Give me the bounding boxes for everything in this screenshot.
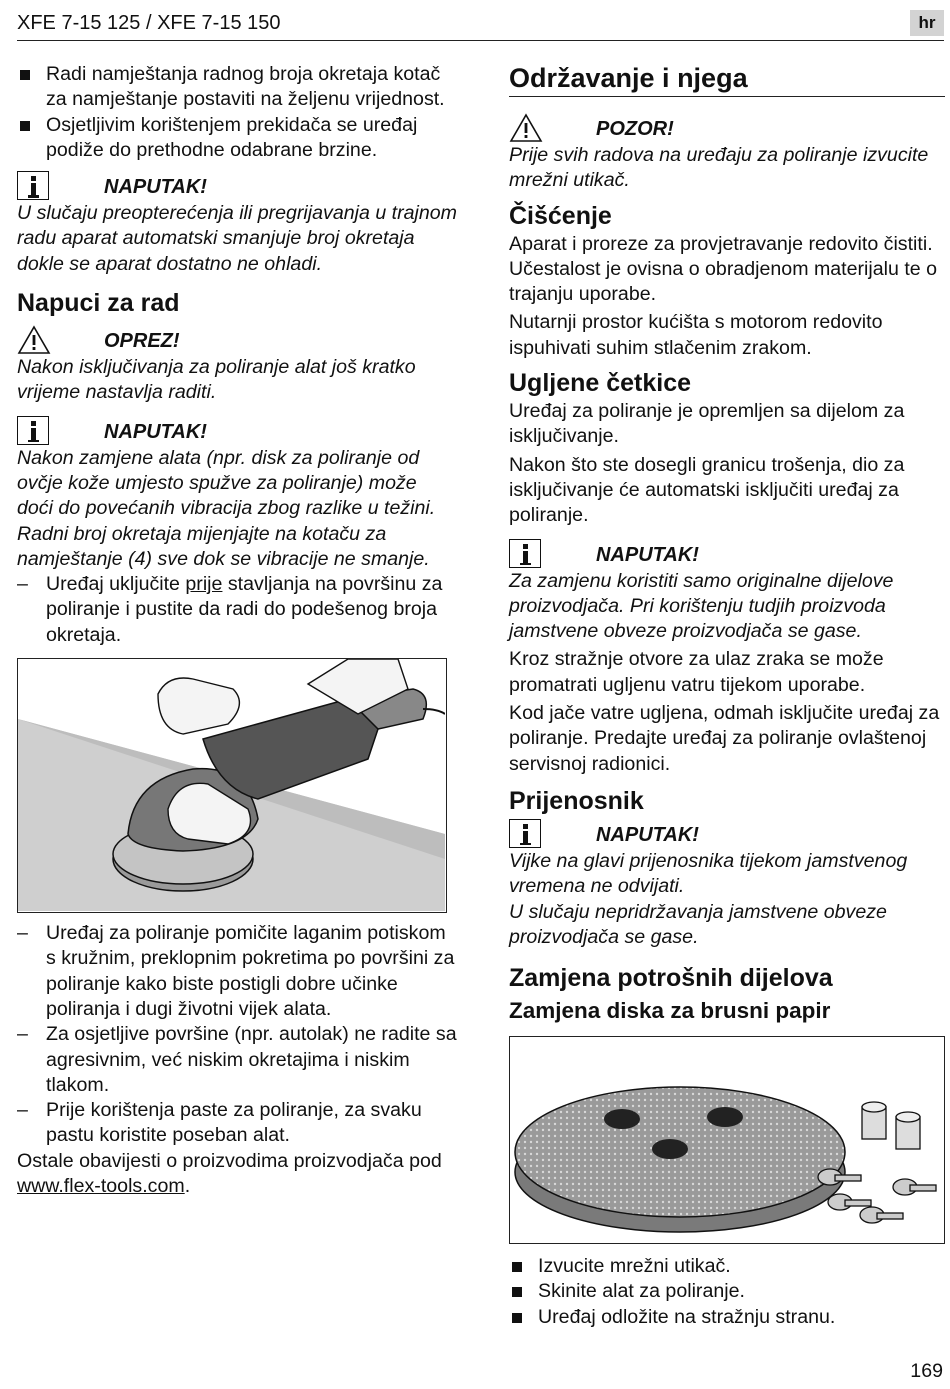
square-bullet-icon xyxy=(20,121,30,131)
paragraph: Uređaj za poliranje je opremljen sa dijelom za isključivanje. xyxy=(509,400,905,448)
language-badge: hr xyxy=(910,10,944,36)
caution-header xyxy=(509,111,945,143)
bullet-item: Skinite alat za poliranje. xyxy=(509,1279,945,1304)
info-icon xyxy=(17,171,49,200)
section-heading-work: Napuci za rad xyxy=(17,289,180,318)
section-heading-wear-parts: Zamjena potrošnih dijelova xyxy=(509,964,833,993)
section-heading-cleaning: Čišćenje xyxy=(509,201,612,230)
notice-text: U slučaju preopterećenja ili pregrijavanja u trajnom radu aparat automatski smanjuje broj okretaja dokle se aparat dostatno ne ohladi. xyxy=(17,202,457,275)
closing-paragraph: Ostale obavijesti o proizvodima proizvodjača pod www.flex-tools.com. xyxy=(17,1149,442,1198)
section-heading-brushes: Ugljene četkice xyxy=(509,369,692,398)
caution-text: Nakon isključivanja za poliranje alat još kratko vrijeme nastavlja raditi. xyxy=(17,356,416,404)
paragraph: Kod jače vatre ugljena, odmah isključite uređaj za poliranje. Predajte uređaj za poliranje ovlaštenoj servisnoj radionici. xyxy=(509,702,940,775)
manufacturer-link[interactable]: www.flex-tools.com xyxy=(17,1175,185,1198)
paragraph: Kroz stražnje otvore za ulaz zraka se može promatrati ugljenu vatru tijekom uporabe. xyxy=(509,648,884,696)
dash-item: – Uređaj za poliranje pomičite laganim potiskom s kružnim, preklopnim pokretima po površini za poliranje kako biste postigli dobre učinke poliranja i dugi životni vijek alata. xyxy=(17,922,455,1020)
notice-text: Za zamjenu koristiti samo originalne dijelove proizvodjača. Pri korištenju tudjih proizvoda jamstvene obveze proizvodjača se gase. xyxy=(509,569,894,643)
notice-header xyxy=(509,817,945,849)
dash-item: – Prije korištenja paste za poliranje, za svaku pastu koristite poseban alat. xyxy=(17,1099,422,1147)
notice-text: Nakon zamjene alata (npr. disk za poliranje od ovčje kože umjesto spužve za poliranje) može doći do povećanih vibracija zbog razlike u težini. Radni broj okretaja mijenjajte na kotaču za namještanje (4) sve dok se vibracije ne smanje. xyxy=(17,446,436,570)
paragraph: Aparat i proreze za provjetravanje redovito čistiti. Učestalost je ovisna o obradjenom materijalu te o trajanju uporabe. xyxy=(509,232,938,306)
dash-item: – Uređaj uključite prije stavljanja na površinu za poliranje i pustite da radi do podešenog broja okretaja. xyxy=(17,573,443,646)
backing-pad-drawing xyxy=(510,1037,943,1242)
notice-label: NAPUTAK! xyxy=(104,176,207,199)
square-bullet-icon xyxy=(20,70,30,80)
dash-item: – Za osjetljive površine (npr. autolak) ne radite sa agresivnim, već niskim okretajima i niskim tlakom. xyxy=(17,1023,457,1096)
bullet-item: Uređaj odložite na stražnju stranu. xyxy=(509,1305,945,1330)
notice-header xyxy=(509,537,945,569)
polisher-drawing xyxy=(18,659,445,911)
paragraph: Nakon što ste dosegli granicu trošenja, dio za isključivanje će automatski isključiti uređaj za poliranje. xyxy=(509,453,905,527)
caution-text: Prije svih radova na uređaju za poliranje izvucite mrežni utikač. xyxy=(509,144,929,192)
caution-label: POZOR! xyxy=(596,118,674,140)
warning-triangle-icon xyxy=(509,113,543,143)
caution-header xyxy=(17,323,457,355)
square-bullet-icon xyxy=(512,1313,522,1323)
square-bullet-icon xyxy=(512,1287,522,1297)
section-heading-maintenance: Održavanje i njega xyxy=(509,62,945,97)
info-icon xyxy=(509,539,541,568)
warning-triangle-icon xyxy=(17,325,51,355)
bullet-item: Izvucite mrežni utikač. xyxy=(509,1254,945,1279)
model-title: XFE 7-15 125 / XFE 7-15 150 xyxy=(17,12,281,34)
notice-label: NAPUTAK! xyxy=(596,543,699,566)
notice-header xyxy=(17,169,457,201)
notice-label: NAPUTAK! xyxy=(596,823,699,846)
notice-label: NAPUTAK! xyxy=(104,420,207,443)
caution-label: OPREZ! xyxy=(104,330,180,353)
square-bullet-icon xyxy=(512,1262,522,1272)
bullet-item: Osjetljivim korištenjem prekidača se uređaj podiže do prethodne odabrane brzine. xyxy=(17,113,457,164)
subsection-heading-disc: Zamjena diska za brusni papir xyxy=(509,998,831,1024)
page-number: 169 xyxy=(910,1360,943,1382)
left-column xyxy=(17,62,457,1199)
backing-pad-illustration xyxy=(509,1036,945,1244)
polisher-illustration xyxy=(17,658,447,913)
notice-text: Vijke na glavi prijenosnika tijekom jamstvenog vremena ne odvijati. xyxy=(509,849,908,898)
notice-header xyxy=(17,414,457,446)
info-icon xyxy=(17,416,49,445)
notice-text: U slučaju nepridržavanja jamstvene obveze proizvodjača se gase. xyxy=(509,900,887,948)
page-header xyxy=(17,9,944,41)
right-column xyxy=(509,62,945,1330)
section-heading-gearbox: Prijenosnik xyxy=(509,786,644,815)
paragraph: Nutarnji prostor kućišta s motorom redovito ispuhivati suhim stlačenim zrakom. xyxy=(509,311,883,359)
info-icon xyxy=(509,819,541,848)
bullet-item: Radi namještanja radnog broja okretaja kotač za namještanje postaviti na željenu vrijednost. xyxy=(17,62,457,113)
